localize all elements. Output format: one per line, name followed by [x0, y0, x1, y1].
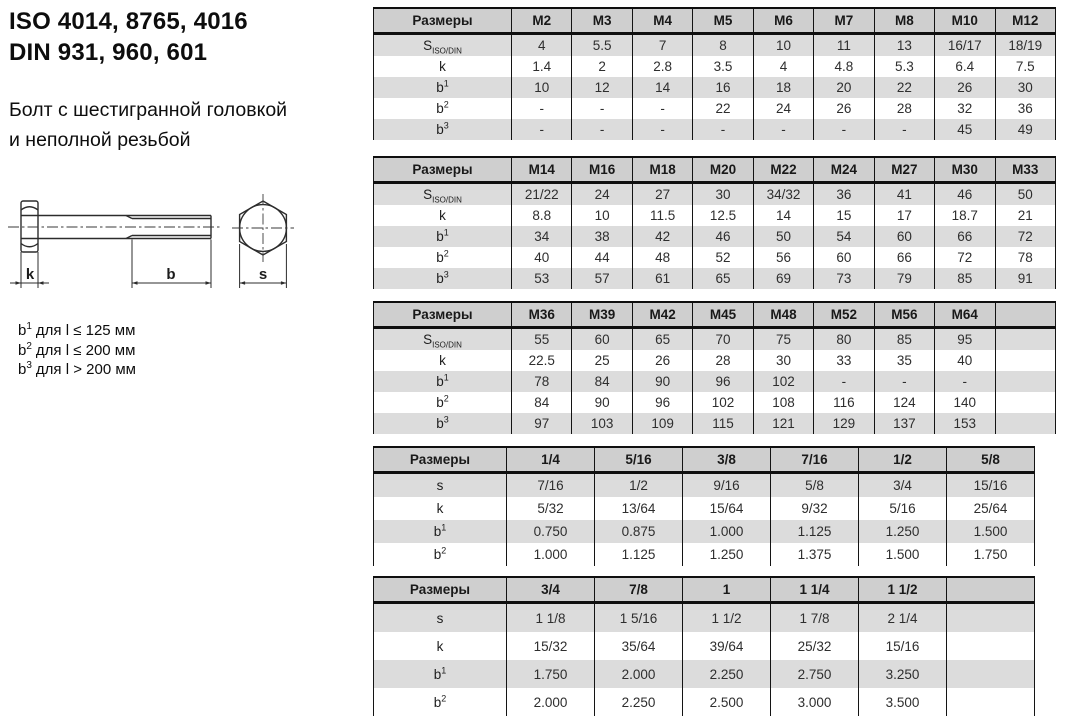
- value-cell: 27: [632, 183, 692, 206]
- value-cell: 124: [874, 392, 934, 413]
- size-column-header: M56: [874, 302, 934, 328]
- size-column-header: M4: [632, 8, 692, 34]
- value-cell: 11.5: [632, 205, 692, 226]
- size-column-header: M8: [874, 8, 934, 34]
- table-imperial-threequarters-to-oneandhalf: [373, 576, 1035, 716]
- size-column-header: M64: [935, 302, 995, 328]
- value-cell: -: [632, 98, 692, 119]
- value-cell: 4.8: [814, 56, 874, 77]
- value-cell: 25: [572, 350, 632, 371]
- empty-cell: [995, 350, 1056, 371]
- value-cell: 102: [693, 392, 753, 413]
- size-column-header: 1/2: [859, 447, 947, 473]
- size-column-header: M22: [753, 157, 813, 183]
- value-cell: 96: [632, 392, 692, 413]
- value-cell: 46: [693, 226, 753, 247]
- value-cell: 16/17: [935, 34, 995, 57]
- value-cell: 26: [935, 77, 995, 98]
- value-cell: 18/19: [995, 34, 1056, 57]
- value-cell: 24: [572, 183, 632, 206]
- value-cell: 12: [572, 77, 632, 98]
- row-label: k: [374, 205, 512, 226]
- value-cell: 103: [572, 413, 632, 434]
- value-cell: 8: [693, 34, 753, 57]
- value-cell: 65: [693, 268, 753, 289]
- value-cell: 15/16: [947, 473, 1035, 498]
- dimensions-header: Размеры: [374, 302, 512, 328]
- value-cell: 69: [753, 268, 813, 289]
- size-column-header: M2: [512, 8, 572, 34]
- value-cell: 15/32: [507, 632, 595, 660]
- empty-cell: [995, 392, 1056, 413]
- empty-cell: [947, 603, 1035, 633]
- dimension-k-arrow-right: [38, 281, 44, 285]
- value-cell: 1.750: [947, 543, 1035, 566]
- empty-cell: [947, 632, 1035, 660]
- value-cell: 1.375: [771, 543, 859, 566]
- value-cell: 25/32: [771, 632, 859, 660]
- value-cell: 3.000: [771, 688, 859, 716]
- value-cell: 14: [753, 205, 813, 226]
- dimensions-header: Размеры: [374, 157, 512, 183]
- size-column-header: M10: [935, 8, 995, 34]
- row-label: $b^2$: [374, 98, 512, 119]
- value-cell: -: [814, 371, 874, 392]
- value-cell: 72: [995, 226, 1056, 247]
- row-label: $b^1$: [374, 660, 507, 688]
- value-cell: 11: [814, 34, 874, 57]
- value-cell: 140: [935, 392, 995, 413]
- value-cell: 33: [814, 350, 874, 371]
- value-cell: 91: [995, 268, 1056, 289]
- size-column-header: M30: [935, 157, 995, 183]
- value-cell: 3.250: [859, 660, 947, 688]
- dimension-b-arrow-right: [206, 281, 212, 285]
- value-cell: 1 5/16: [595, 603, 683, 633]
- size-column-header: M18: [632, 157, 692, 183]
- value-cell: 84: [572, 371, 632, 392]
- value-cell: 25/64: [947, 497, 1035, 520]
- value-cell: 30: [693, 183, 753, 206]
- value-cell: 9/32: [771, 497, 859, 520]
- value-cell: 85: [935, 268, 995, 289]
- value-cell: 3.5: [693, 56, 753, 77]
- row-label: $b^1$: [374, 226, 512, 247]
- row-label: $b^2$: [374, 247, 512, 268]
- value-cell: 5/8: [771, 473, 859, 498]
- size-column-header: M42: [632, 302, 692, 328]
- value-cell: 2.750: [771, 660, 859, 688]
- size-column-header: M12: [995, 8, 1056, 34]
- row-label: k: [374, 350, 512, 371]
- value-cell: 20: [814, 77, 874, 98]
- value-cell: 15: [814, 205, 874, 226]
- value-cell: 2.000: [507, 688, 595, 716]
- size-column-header: M48: [753, 302, 813, 328]
- value-cell: 1 1/2: [683, 603, 771, 633]
- value-cell: 40: [512, 247, 572, 268]
- value-cell: 50: [995, 183, 1056, 206]
- size-column-header: M27: [874, 157, 934, 183]
- value-cell: 2: [572, 56, 632, 77]
- value-cell: -: [935, 371, 995, 392]
- value-cell: 1.125: [595, 543, 683, 566]
- value-cell: -: [572, 119, 632, 140]
- row-label: $b^3$: [374, 413, 512, 434]
- value-cell: 102: [753, 371, 813, 392]
- value-cell: 1.000: [683, 520, 771, 543]
- row-label: $S_{ISO/DIN}$: [374, 328, 512, 351]
- value-cell: 4: [753, 56, 813, 77]
- value-cell: -: [753, 119, 813, 140]
- value-cell: 57: [572, 268, 632, 289]
- value-cell: 1.500: [947, 520, 1035, 543]
- value-cell: 84: [512, 392, 572, 413]
- table-metric-m14-m33: [373, 156, 1056, 289]
- value-cell: 85: [874, 328, 934, 351]
- value-cell: 1 1/8: [507, 603, 595, 633]
- value-cell: 78: [995, 247, 1056, 268]
- value-cell: 95: [935, 328, 995, 351]
- bolt-technical-drawing: [5, 182, 325, 304]
- value-cell: 36: [995, 98, 1056, 119]
- value-cell: 28: [693, 350, 753, 371]
- size-column-header: M14: [512, 157, 572, 183]
- value-cell: 1.250: [683, 543, 771, 566]
- value-cell: 121: [753, 413, 813, 434]
- value-cell: 8.8: [512, 205, 572, 226]
- row-label: $b^1$: [374, 371, 512, 392]
- value-cell: 30: [753, 350, 813, 371]
- size-column-header: 1 1/2: [859, 577, 947, 603]
- value-cell: 46: [935, 183, 995, 206]
- value-cell: 1.125: [771, 520, 859, 543]
- description-line-1: Болт с шестигранной головкой: [9, 99, 288, 121]
- value-cell: 78: [512, 371, 572, 392]
- value-cell: 116: [814, 392, 874, 413]
- size-column-header: 1/4: [507, 447, 595, 473]
- value-cell: 15/16: [859, 632, 947, 660]
- size-column-header: M45: [693, 302, 753, 328]
- size-column-header: M24: [814, 157, 874, 183]
- value-cell: 5/16: [859, 497, 947, 520]
- value-cell: 60: [874, 226, 934, 247]
- value-cell: 5.3: [874, 56, 934, 77]
- size-column-header: M36: [512, 302, 572, 328]
- value-cell: 3.500: [859, 688, 947, 716]
- value-cell: 18.7: [935, 205, 995, 226]
- thread-length-notes: [18, 321, 136, 380]
- value-cell: 0.750: [507, 520, 595, 543]
- head-chamfer-arc-bottom: [21, 244, 38, 247]
- value-cell: 96: [693, 371, 753, 392]
- value-cell: 10: [512, 77, 572, 98]
- value-cell: 40: [935, 350, 995, 371]
- value-cell: 90: [632, 371, 692, 392]
- value-cell: 39/64: [683, 632, 771, 660]
- value-cell: 35: [874, 350, 934, 371]
- value-cell: 73: [814, 268, 874, 289]
- dimensions-header: Размеры: [374, 8, 512, 34]
- value-cell: 108: [753, 392, 813, 413]
- dim-label-k: k: [25, 266, 35, 283]
- value-cell: -: [874, 371, 934, 392]
- value-cell: 55: [512, 328, 572, 351]
- table-imperial-quarter-to-fiveeighths: [373, 446, 1035, 566]
- value-cell: 75: [753, 328, 813, 351]
- value-cell: 36: [814, 183, 874, 206]
- value-cell: 21/22: [512, 183, 572, 206]
- value-cell: 17: [874, 205, 934, 226]
- value-cell: 2.000: [595, 660, 683, 688]
- size-column-header: 7/8: [595, 577, 683, 603]
- value-cell: 72: [935, 247, 995, 268]
- value-cell: 50: [753, 226, 813, 247]
- size-column-header: M5: [693, 8, 753, 34]
- size-column-header: 5/8: [947, 447, 1035, 473]
- value-cell: -: [814, 119, 874, 140]
- value-cell: 54: [814, 226, 874, 247]
- value-cell: -: [632, 119, 692, 140]
- value-cell: 2.250: [683, 660, 771, 688]
- value-cell: 34/32: [753, 183, 813, 206]
- value-cell: 16: [693, 77, 753, 98]
- value-cell: 1.750: [507, 660, 595, 688]
- value-cell: 1.000: [507, 543, 595, 566]
- value-cell: -: [572, 98, 632, 119]
- row-label: $b^3$: [374, 119, 512, 140]
- value-cell: 18: [753, 77, 813, 98]
- row-label: s: [374, 473, 507, 498]
- value-cell: 109: [632, 413, 692, 434]
- value-cell: 7/16: [507, 473, 595, 498]
- row-label: $b^1$: [374, 520, 507, 543]
- value-cell: 0.875: [595, 520, 683, 543]
- value-cell: 2.250: [595, 688, 683, 716]
- value-cell: 12.5: [693, 205, 753, 226]
- value-cell: 137: [874, 413, 934, 434]
- size-column-header: M39: [572, 302, 632, 328]
- value-cell: 115: [693, 413, 753, 434]
- value-cell: 70: [693, 328, 753, 351]
- dimension-b-arrow-left: [132, 281, 138, 285]
- value-cell: 79: [874, 268, 934, 289]
- iso-standards-line: ISO 4014, 8765, 4016: [9, 8, 248, 35]
- row-label: $b^2$: [374, 392, 512, 413]
- value-cell: 26: [814, 98, 874, 119]
- product-description: [9, 95, 287, 155]
- value-cell: 60: [814, 247, 874, 268]
- value-cell: 129: [814, 413, 874, 434]
- value-cell: 1.500: [859, 543, 947, 566]
- value-cell: 2 1/4: [859, 603, 947, 633]
- value-cell: 38: [572, 226, 632, 247]
- value-cell: 14: [632, 77, 692, 98]
- value-cell: 34: [512, 226, 572, 247]
- dimensions-header: Размеры: [374, 577, 507, 603]
- value-cell: 66: [935, 226, 995, 247]
- value-cell: 15/64: [683, 497, 771, 520]
- value-cell: 7: [632, 34, 692, 57]
- value-cell: 2.8: [632, 56, 692, 77]
- din-standards-line: DIN 931, 960, 601: [9, 39, 208, 66]
- size-column-header: M16: [572, 157, 632, 183]
- empty-cell: [995, 328, 1056, 351]
- value-cell: 9/16: [683, 473, 771, 498]
- value-cell: 49: [995, 119, 1056, 140]
- table-metric-m36-m64: [373, 301, 1056, 434]
- value-cell: 7.5: [995, 56, 1056, 77]
- value-cell: 28: [874, 98, 934, 119]
- dim-label-b: b: [166, 266, 176, 283]
- empty-cell: [995, 413, 1056, 434]
- row-label: $b^3$: [374, 268, 512, 289]
- value-cell: 1.250: [859, 520, 947, 543]
- dimension-s-arrow-left: [240, 281, 246, 285]
- value-cell: 97: [512, 413, 572, 434]
- value-cell: -: [693, 119, 753, 140]
- value-cell: 32: [935, 98, 995, 119]
- size-column-header: M3: [572, 8, 632, 34]
- value-cell: 5.5: [572, 34, 632, 57]
- standards-title: [9, 6, 248, 68]
- value-cell: 42: [632, 226, 692, 247]
- row-label: $b^2$: [374, 543, 507, 566]
- value-cell: 24: [753, 98, 813, 119]
- value-cell: 48: [632, 247, 692, 268]
- value-cell: 2.500: [683, 688, 771, 716]
- value-cell: 56: [753, 247, 813, 268]
- value-cell: 21: [995, 205, 1056, 226]
- value-cell: 13: [874, 34, 934, 57]
- value-cell: 44: [572, 247, 632, 268]
- value-cell: 30: [995, 77, 1056, 98]
- value-cell: 6.4: [935, 56, 995, 77]
- size-column-header: 5/16: [595, 447, 683, 473]
- value-cell: 60: [572, 328, 632, 351]
- value-cell: 1 7/8: [771, 603, 859, 633]
- value-cell: 52: [693, 247, 753, 268]
- dimension-k-arrow-left: [16, 281, 22, 285]
- value-cell: 90: [572, 392, 632, 413]
- row-label: k: [374, 56, 512, 77]
- head-chamfer-arc-top: [21, 207, 38, 210]
- size-column-header: M7: [814, 8, 874, 34]
- size-column-header: M6: [753, 8, 813, 34]
- value-cell: 53: [512, 268, 572, 289]
- value-cell: -: [874, 119, 934, 140]
- size-column-header: M20: [693, 157, 753, 183]
- row-label: $S_{ISO/DIN}$: [374, 183, 512, 206]
- size-column-header: 1 1/4: [771, 577, 859, 603]
- value-cell: 153: [935, 413, 995, 434]
- empty-column-header: [947, 577, 1035, 603]
- value-cell: 61: [632, 268, 692, 289]
- row-label: s: [374, 603, 507, 633]
- value-cell: 1/2: [595, 473, 683, 498]
- size-column-header: 3/8: [683, 447, 771, 473]
- value-cell: 65: [632, 328, 692, 351]
- value-cell: -: [512, 98, 572, 119]
- size-column-header: M33: [995, 157, 1056, 183]
- value-cell: 10: [572, 205, 632, 226]
- note-b3: $b^3$ для l > 200 мм: [18, 360, 136, 378]
- value-cell: 35/64: [595, 632, 683, 660]
- value-cell: 45: [935, 119, 995, 140]
- value-cell: 3/4: [859, 473, 947, 498]
- row-label: $b^1$: [374, 77, 512, 98]
- row-label: k: [374, 497, 507, 520]
- value-cell: 26: [632, 350, 692, 371]
- value-cell: 4: [512, 34, 572, 57]
- value-cell: 41: [874, 183, 934, 206]
- value-cell: 66: [874, 247, 934, 268]
- row-label: k: [374, 632, 507, 660]
- value-cell: 1.4: [512, 56, 572, 77]
- size-column-header: 7/16: [771, 447, 859, 473]
- empty-cell: [947, 688, 1035, 716]
- value-cell: 5/32: [507, 497, 595, 520]
- size-column-header: M52: [814, 302, 874, 328]
- value-cell: -: [512, 119, 572, 140]
- dimensions-header: Размеры: [374, 447, 507, 473]
- empty-column-header: [995, 302, 1056, 328]
- note-b2: $b^2$ для l ≤ 200 мм: [18, 340, 136, 359]
- size-column-header: 1: [683, 577, 771, 603]
- value-cell: 22: [693, 98, 753, 119]
- size-column-header: 3/4: [507, 577, 595, 603]
- empty-cell: [947, 660, 1035, 688]
- row-label: $S_{ISO/DIN}$: [374, 34, 512, 57]
- value-cell: 10: [753, 34, 813, 57]
- row-label: $b^2$: [374, 688, 507, 716]
- value-cell: 22.5: [512, 350, 572, 371]
- value-cell: 13/64: [595, 497, 683, 520]
- dim-label-s: s: [258, 266, 268, 283]
- description-line-2: и неполной резьбой: [9, 129, 191, 151]
- empty-cell: [995, 371, 1056, 392]
- note-b1: $b^1$ для l ≤ 125 мм: [18, 321, 136, 339]
- table-metric-m2-m12: [373, 7, 1056, 140]
- value-cell: 80: [814, 328, 874, 351]
- value-cell: 22: [874, 77, 934, 98]
- dimension-s-arrow-right: [281, 281, 287, 285]
